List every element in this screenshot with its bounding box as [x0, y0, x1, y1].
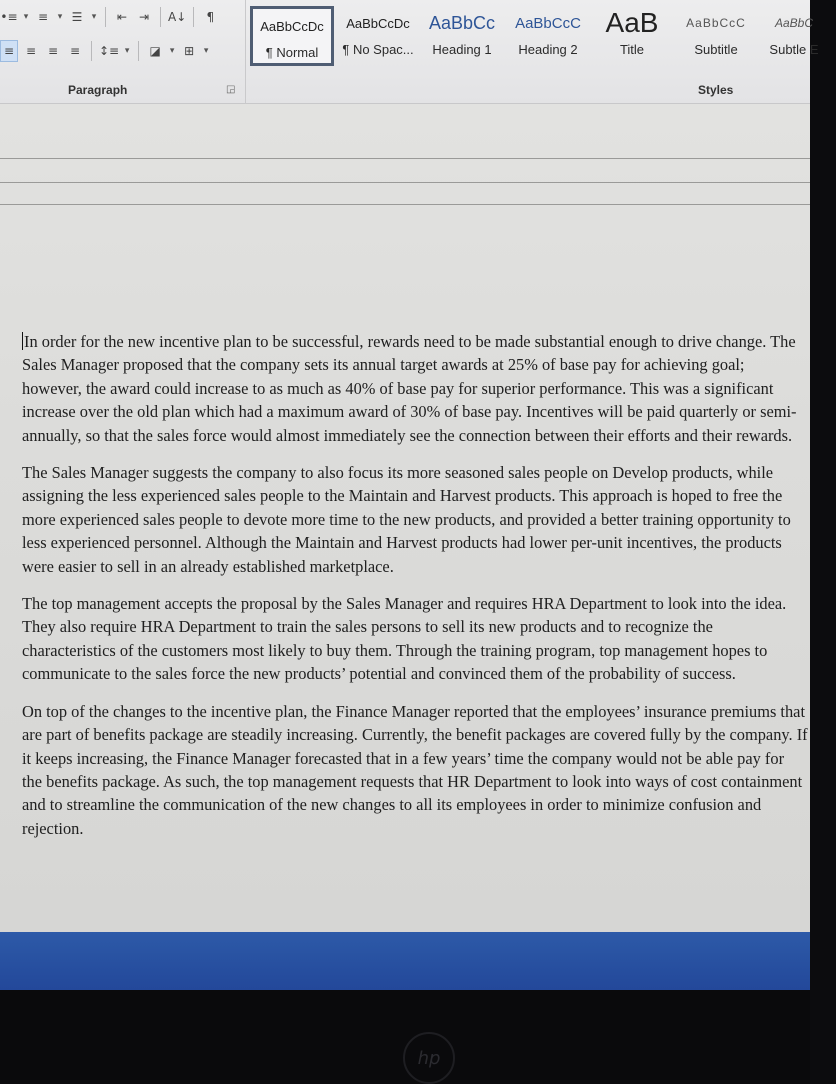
chevron-down-icon[interactable]: ▾: [124, 46, 130, 56]
chevron-down-icon[interactable]: ▾: [91, 12, 97, 22]
style-preview: AaBbCcDc: [260, 18, 324, 34]
status-bar: [0, 932, 810, 990]
style-name: Subtle E: [769, 42, 819, 57]
line-spacing-icon[interactable]: ↕≡: [99, 44, 120, 58]
style-name: ¶ Normal: [265, 45, 319, 60]
style-preview: AaBbCcC: [515, 14, 581, 32]
paragraph[interactable]: [22, 461, 808, 578]
justify-icon[interactable]: ≡: [69, 44, 81, 58]
decrease-indent-icon[interactable]: ⇤: [116, 10, 128, 24]
bullets-icon[interactable]: •≡: [0, 10, 18, 24]
style-name: Heading 1: [432, 42, 492, 57]
dialog-launcher-icon[interactable]: ◲: [226, 84, 236, 95]
paragraph-text: The top management accepts the proposal by the Sales Manager and requires HRA Department to look into the idea. They also require HRA Department to train the sales persons to sell its new products and to recognize the characteristics of the customers most likely to buy them. Through the training program, top management hopes to communicate to the sales force the new products’ potential and convinced them of the probability of success.: [22, 594, 787, 684]
increase-indent-icon[interactable]: ⇥: [138, 10, 150, 24]
styles-gallery: [246, 0, 819, 104]
shading-icon[interactable]: ◪: [149, 44, 161, 58]
align-right-icon[interactable]: ≡: [47, 44, 59, 58]
divider: [105, 7, 106, 27]
paragraph-text: The Sales Manager suggests the company to also focus its more seasoned sales people on Develop products, while assigning the less experienced sales people to the Maintain and Harvest products. This approach is hoped to free the more experienced sales people to devote more time to the new products, and provided a better training opportunity to less experienced personnel. Although the Maintain and Harvest products had lower per-unit incentives, the products were easier to sell in an already established marketplace.: [22, 463, 791, 576]
text-cursor: [22, 332, 23, 350]
divider: [193, 7, 194, 27]
style-preview: AaBbCcC: [686, 16, 746, 30]
paragraph[interactable]: [22, 592, 808, 686]
document-page[interactable]: [0, 104, 810, 932]
style-subtle-emphasis[interactable]: [752, 6, 836, 66]
style-name: Subtitle: [694, 42, 738, 57]
borders-icon[interactable]: ⊞: [184, 44, 195, 58]
style-heading-1[interactable]: [420, 6, 504, 66]
chevron-down-icon[interactable]: ▾: [169, 46, 175, 56]
style-preview: AaBbCc: [428, 12, 496, 33]
paragraph-row-1: [0, 4, 219, 30]
paragraph[interactable]: [22, 700, 808, 840]
divider: [160, 7, 161, 27]
header-guide-line: [0, 182, 810, 183]
style-subtitle[interactable]: [674, 6, 758, 66]
chevron-down-icon[interactable]: ▾: [57, 12, 63, 22]
align-center-icon[interactable]: ≡: [25, 44, 37, 58]
sort-icon[interactable]: A↓: [168, 10, 187, 24]
divider: [91, 41, 92, 61]
hp-logo: hp: [403, 1032, 455, 1084]
style-preview: AaBbC: [774, 16, 814, 30]
style-no-spacing[interactable]: [336, 6, 420, 66]
paragraph-text: In order for the new incentive plan to be successful, rewards need to be made substantial enough to drive change. The Sales Manager proposed that the company sets its annual target awards at 25% of base pay for achieving goal; however, the award could increase to as much as 40% of base pay for superior performance. This was a significant increase over the old plan which had a maximum award of 30% of base pay. Incentives will be paid quarterly or semi-annually, so that the sales force would almost immediately see the connection between their efforts and their rewards.: [22, 332, 797, 445]
numbering-icon[interactable]: ≡: [37, 10, 49, 24]
header-guide-line: [0, 204, 810, 205]
style-preview: AaB: [605, 7, 659, 38]
align-left-icon[interactable]: ≡: [0, 40, 18, 62]
header-guide-line: [0, 158, 810, 159]
paragraph-group-label: Paragraph: [68, 83, 128, 97]
chevron-down-icon[interactable]: ▾: [23, 12, 29, 22]
style-name: Heading 2: [518, 42, 578, 57]
style-title[interactable]: [590, 6, 674, 66]
document-body[interactable]: [22, 330, 808, 854]
paragraph-row-2: [0, 38, 210, 64]
style-preview: AaBbCcDc: [346, 15, 410, 31]
paragraph[interactable]: [22, 330, 808, 447]
paragraph-group: [0, 0, 246, 104]
styles-group-label: Styles: [698, 83, 734, 97]
ribbon: [0, 0, 819, 104]
divider: [138, 41, 139, 61]
show-formatting-icon[interactable]: ¶: [206, 10, 215, 24]
style-name: Title: [619, 42, 645, 57]
multilevel-list-icon[interactable]: ☰: [71, 10, 83, 24]
chevron-down-icon[interactable]: ▾: [203, 46, 209, 56]
paragraph-text: On top of the changes to the incentive plan, the Finance Manager reported that the employees’ insurance premiums that are part of benefits package are steadily increasing. Currently, the benefit packages are covered fully by the company. If it keeps increasing, the Finance Manager forecasted that in a few years’ time the company would not be able pay for the benefits package. As such, the top management requests that HR Department to look into ways of cost containment and to streamline the communication of the new changes to all its employees in order to minimize confusion and rejection.: [22, 701, 808, 838]
style-name: ¶ No Spac...: [342, 42, 414, 57]
style-normal[interactable]: [250, 6, 334, 66]
style-heading-2[interactable]: [506, 6, 590, 66]
